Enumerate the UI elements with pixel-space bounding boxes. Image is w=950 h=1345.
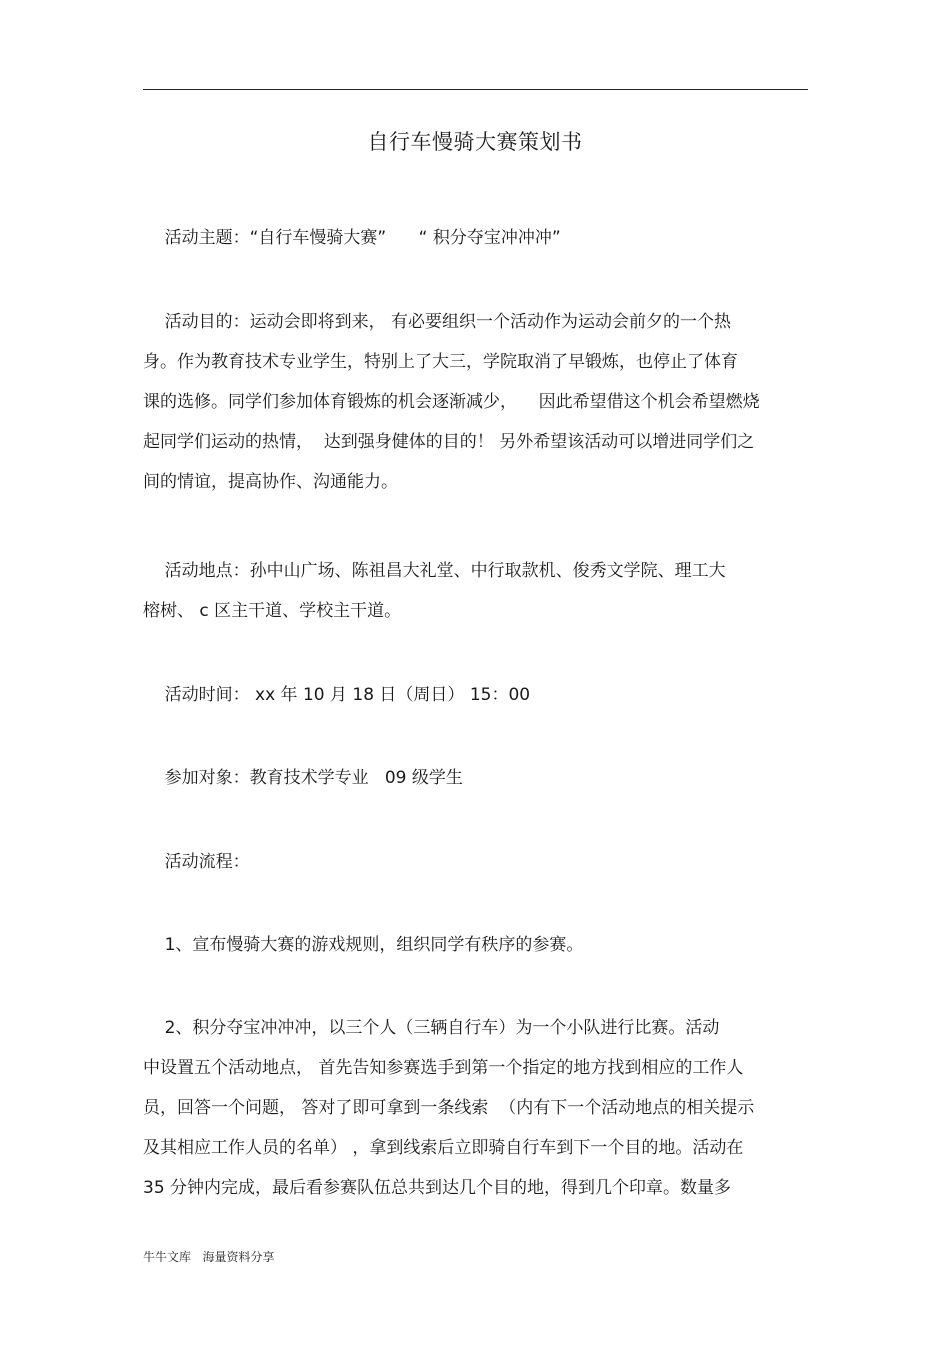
location-line-2: 榕树、 c 区主干道、学校主干道。 <box>143 601 402 621</box>
process-step-2-line-4: 及其相应工作人员的名单） ，拿到线索后立即骑自行车到下一个目的地。活动在 <box>143 1138 744 1158</box>
location-line-1: 活动地点：孙中山广场、陈祖昌大礼堂、中行取款机、俊秀文学院、理工大 <box>143 561 726 581</box>
process-step-1: 1、宣布慢骑大赛的游戏规则，组织同学有秩序的参赛。 <box>143 935 584 955</box>
purpose-line-2: 身。作为教育技术专业学生，特别上了大三，学院取消了早锻炼，也停止了体育 <box>143 352 738 372</box>
purpose-line-4: 起同学们运动的热情， 达到强身健体的目的！ 另外希望该活动可以增进同学们之 <box>143 432 755 452</box>
purpose-line-3: 课的选修。同学们参加体育锻炼的机会逐渐减少， 因此希望借这个机会希望燃烧 <box>143 392 760 412</box>
process-step-2-line-2: 中设置五个活动地点， 首先告知参赛选手到第一个指定的地方找到相应的工作人 <box>143 1058 744 1078</box>
participants: 参加对象：教育技术学专业 09 级学生 <box>143 768 463 788</box>
activity-time: 活动时间： xx 年 10 月 18 日（周日） 15：00 <box>143 685 531 705</box>
process-step-2-line-5: 35 分钟内完成，最后看参赛队伍总共到达几个目的地，得到几个印章。数量多 <box>143 1178 732 1198</box>
process-step-2-line-3: 员，回答一个问题， 答对了即可拿到一条线索 （内有下一个活动地点的相关提示 <box>143 1098 755 1118</box>
document-title: 自行车慢骑大赛策划书 <box>367 130 583 154</box>
header-rule <box>143 89 808 90</box>
process-heading: 活动流程： <box>143 852 250 872</box>
activity-theme: 活动主题：“自行车慢骑大赛” “ 积分夺宝冲冲冲” <box>143 228 561 248</box>
purpose-line-1: 活动目的：运动会即将到来， 有必要组织一个活动作为运动会前夕的一个热 <box>143 312 732 332</box>
purpose-line-5: 间的情谊，提高协作、沟通能力。 <box>143 472 398 492</box>
footer-text: 牛牛文库 海量资料分享 <box>143 1250 275 1264</box>
process-step-2-line-1: 2、积分夺宝冲冲冲，以三个人（三辆自行车）为一个小队进行比赛。活动 <box>143 1018 720 1038</box>
